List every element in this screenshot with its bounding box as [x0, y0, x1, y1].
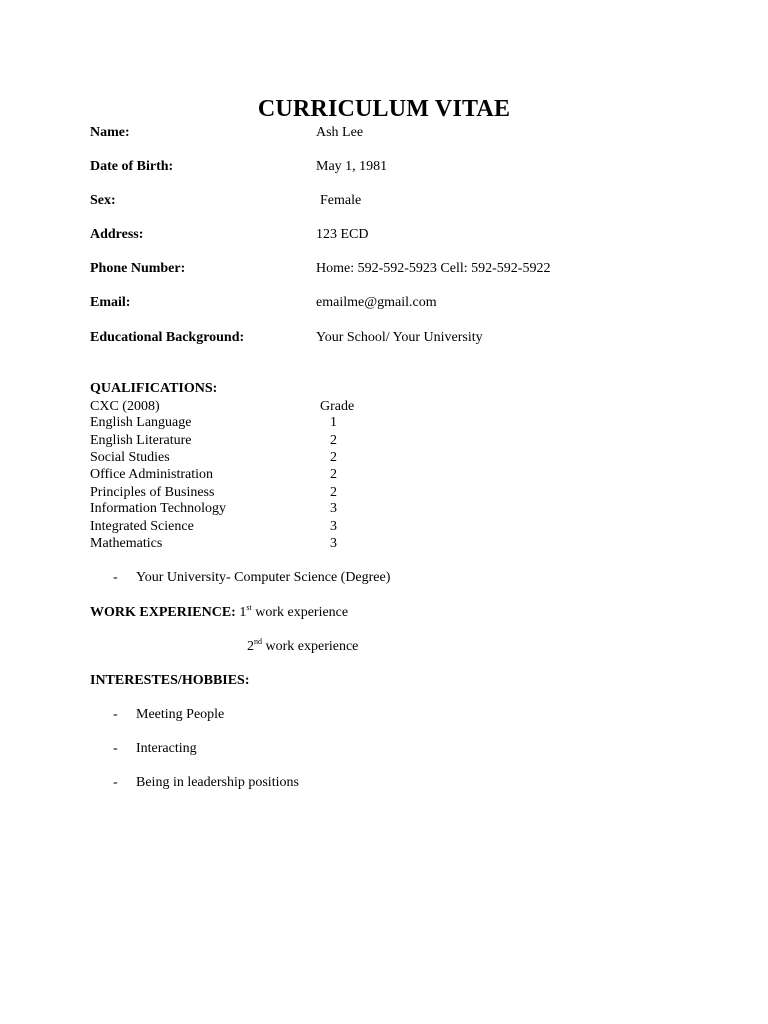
subject-grade: 3 — [330, 519, 337, 534]
dob-value: May 1, 1981 — [316, 159, 388, 174]
name-value: Ash Lee — [316, 125, 364, 140]
exam-label: CXC (2008) — [90, 399, 160, 414]
second-superscript: nd — [254, 637, 262, 646]
subject-name: English Language — [90, 415, 192, 430]
subject-name: Information Technology — [90, 501, 227, 516]
grade-header: Grade — [320, 399, 355, 414]
email-value: emailme@gmail.com — [316, 295, 437, 310]
subject-grade: 2 — [330, 485, 337, 500]
degree-item: Your University- Computer Science (Degree) — [136, 570, 391, 585]
second-text: work experience — [265, 639, 359, 654]
subject-grade: 3 — [330, 501, 337, 516]
education-label: Educational Background: — [90, 330, 245, 345]
subject-name: Social Studies — [90, 450, 170, 465]
hobby-bullet: - — [113, 741, 118, 756]
first-text: work experience — [255, 605, 349, 620]
hobby-item: Meeting People — [136, 707, 225, 722]
first-number: 1 — [239, 605, 247, 620]
email-label: Email: — [90, 295, 131, 310]
subject-grade: 2 — [330, 467, 337, 482]
name-label: Name: — [90, 125, 130, 140]
subject-grade: 2 — [330, 450, 337, 465]
address-value: 123 ECD — [316, 227, 369, 242]
sex-label: Sex: — [90, 193, 116, 208]
dob-label: Date of Birth: — [90, 159, 174, 174]
address-label: Address: — [90, 227, 144, 242]
hobby-item: Interacting — [136, 741, 197, 756]
work-experience-first — [90, 604, 348, 621]
subject-grade: 1 — [330, 415, 337, 430]
document-title: CURRICULUM VITAE — [257, 96, 511, 122]
subject-name: Integrated Science — [90, 519, 194, 534]
subject-name: Principles of Business — [90, 485, 215, 500]
phone-label: Phone Number: — [90, 261, 186, 276]
first-superscript: st — [246, 603, 252, 612]
work-experience-heading: WORK EXPERIENCE: — [90, 605, 236, 620]
hobby-item: Being in leadership positions — [136, 775, 299, 790]
phone-value: Home: 592-592-5923 Cell: 592-592-5922 — [316, 261, 551, 276]
degree-bullet: - — [113, 570, 118, 585]
subject-name: Office Administration — [90, 467, 213, 482]
hobby-bullet: - — [113, 775, 118, 790]
sex-value: Female — [320, 193, 362, 208]
subject-name: English Literature — [90, 433, 192, 448]
qualifications-heading: QUALIFICATIONS: — [90, 381, 218, 396]
work-experience-second — [247, 638, 358, 655]
hobby-bullet: - — [113, 707, 118, 722]
second-number: 2 — [247, 639, 254, 654]
subject-grade: 3 — [330, 536, 337, 551]
subject-name: Mathematics — [90, 536, 163, 551]
subject-grade: 2 — [330, 433, 337, 448]
hobbies-heading: INTERESTES/HOBBIES: — [90, 673, 250, 688]
education-value: Your School/ Your University — [316, 330, 483, 345]
